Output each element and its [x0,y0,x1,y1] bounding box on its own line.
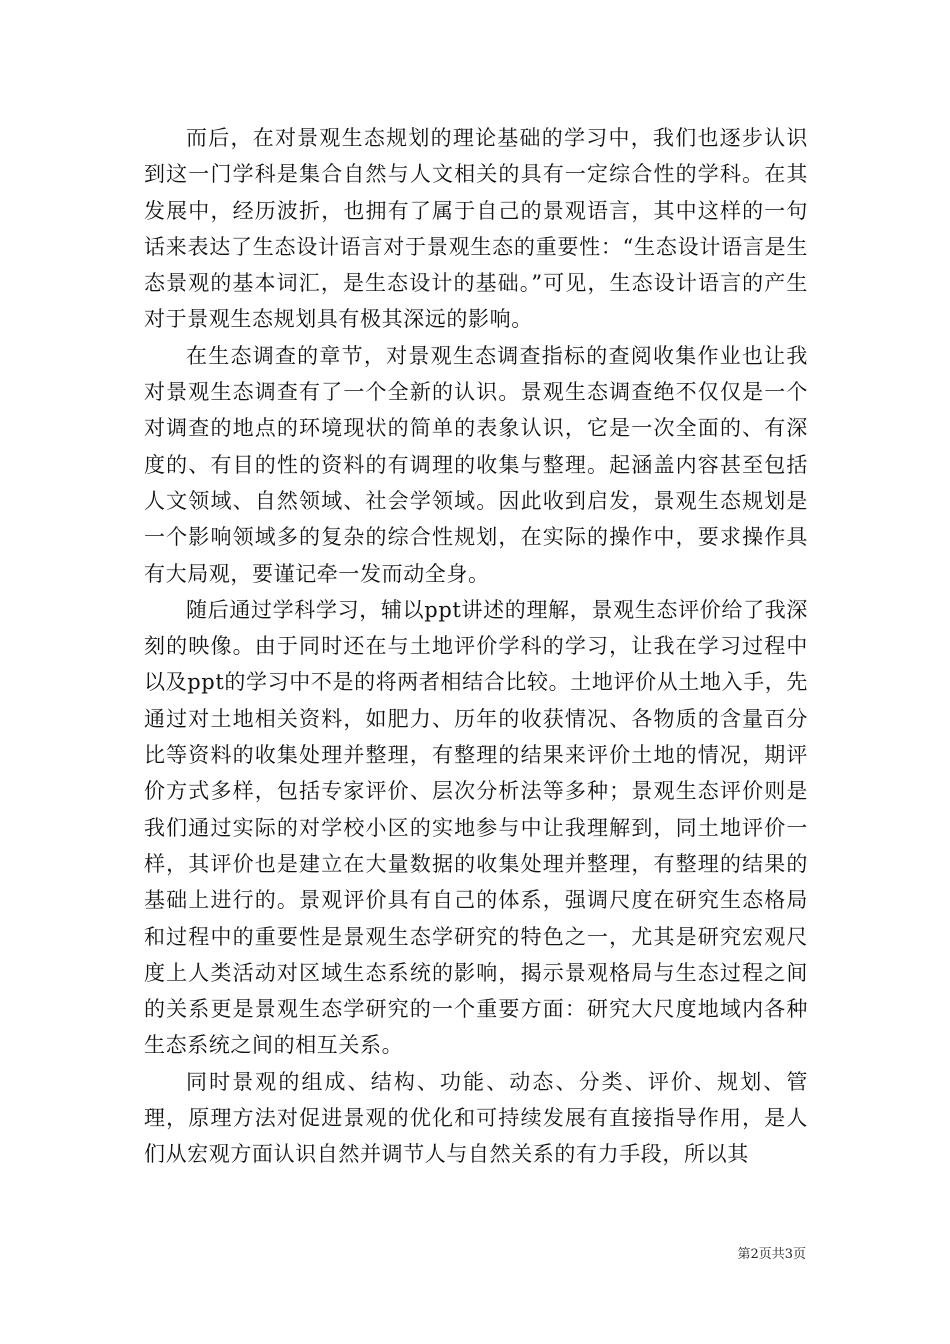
paragraph-2: 在生态调查的章节，对景观生态调查指标的查阅收集作业也让我对景观生态调查有了一个全新的认识。景观生态调查绝不仅仅是一个对调查的地点的环境现状的简单的表象认识，它是一次全面的、有深度的、有目的性的资料的有调理的收集与整理。起涵盖内容甚至包括人文领域、自然领域、社会学领域。因此收到启发，景观生态规划是一个影响领域多的复杂的综合性规划，在实际的操作中，要求操作具有大局观，要谨记牵一发而动全身。 [144,343,808,586]
paragraph-1: 而后，在对景观生态规划的理论基础的学习中，我们也逐步认识到这一门学科是集合自然与人文相关的具有一定综合性的学科。在其发展中，经历波折，也拥有了属于自己的景观语言，其中这样的一句话来表达了生态设计语言对于景观生态的重要性：“生态设计语言是生态景观的基本词汇，是生态设计的基础。”可见，生态设计语言的产生对于景观生态规划具有极其深远的影响。 [144,126,808,332]
page-number: 第2页共3页 [737,1247,806,1262]
body-text [144,120,808,1173]
paragraph-4: 同时景观的组成、结构、功能、动态、分类、评价、规划、管理，原理方法对促进景观的优化和可持续发展有直接指导作用，是人们从宏观方面认识自然并调节人与自然关系的有力手段，所以其 [144,1069,808,1167]
paragraph-3: 随后通过学科学习，辅以ppt讲述的理解，景观生态评价给了我深刻的映像。由于同时还在与土地评价学科的学习，让我在学习过程中以及ppt的学习中不是的将两者相结合比较。土地评价从土地入手，先通过对土地相关资料，如肥力、历年的收获情况、各物质的含量百分比等资料的收集处理并整理，有整理的结果来评价土地的情况，期评价方式多样，包括专家评价、层次分析法等多种；景观生态评价则是我们通过实际的对学校小区的实地参与中让我理解到，同土地评价一样，其评价也是建立在大量数据的收集处理并整理，有整理的结果的基础上进行的。景观评价具有自己的体系，强调尺度在研究生态格局和过程中的重要性是景观生态学研究的特色之一，尤其是研究宏观尺度上人类活动对区域生态系统的影响，揭示景观格局与生态过程之间的关系更是景观生态学研究的一个重要方面：研究大尺度地域内各种生态系统之间的相互关系。 [144,597,808,1058]
